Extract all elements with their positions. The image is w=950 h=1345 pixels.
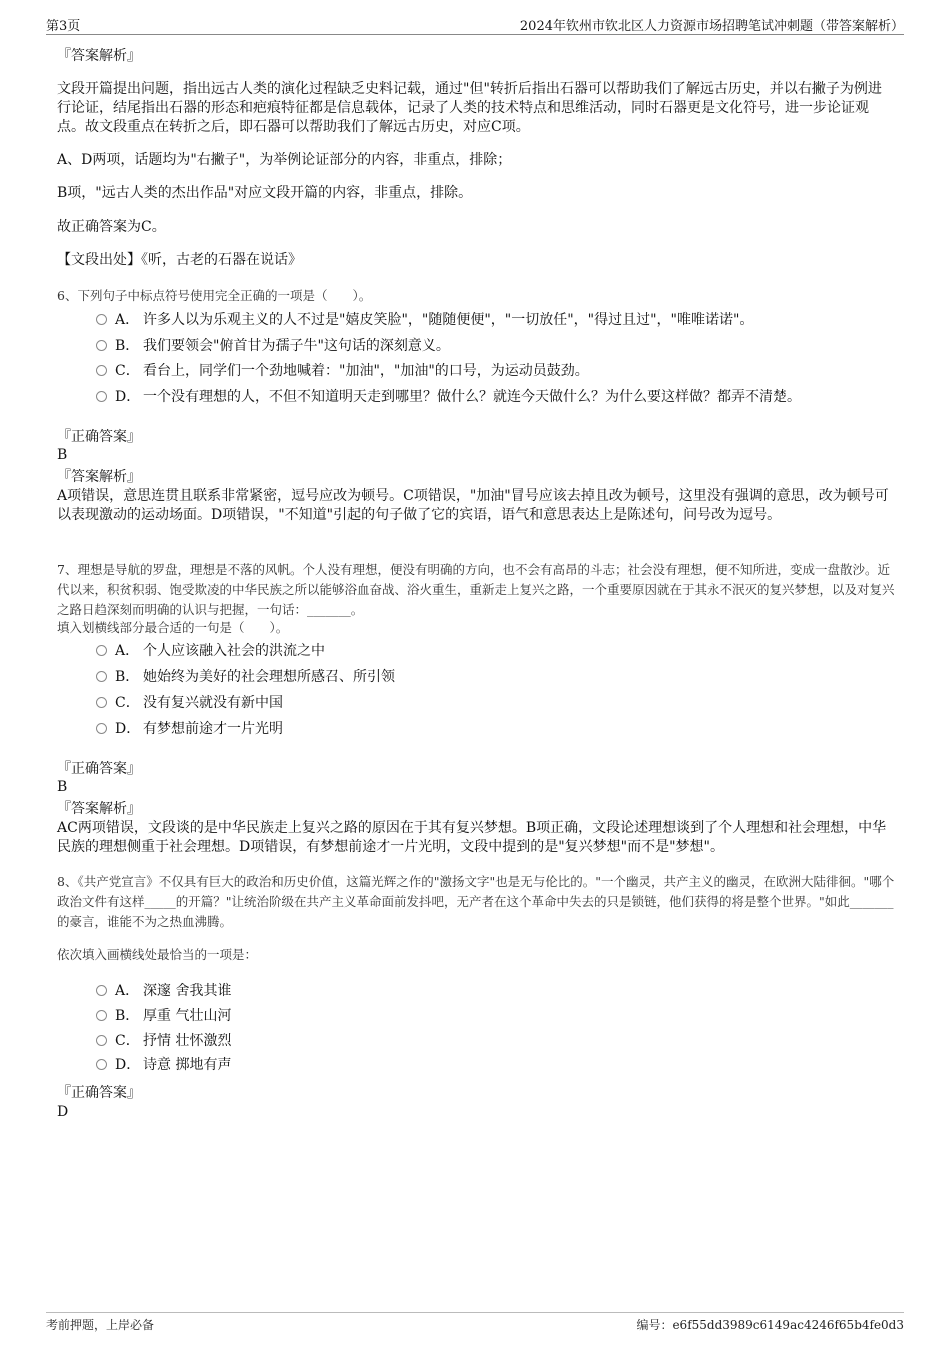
- q6-stem: 6、下列句子中标点符号使用完全正确的一项是（ ）。: [57, 288, 372, 303]
- q6-option-a[interactable]: A． 许多人以为乐观主义的人不过是"嬉皮笑脸"，"随随便便"，"一切放任"，"得过且过"，"唯唯诺诺"。: [96, 311, 753, 329]
- q7-correct-label: 『正确答案』: [57, 761, 141, 777]
- page-footer: [46, 1312, 904, 1337]
- q8-correct-answer: D: [57, 1104, 69, 1120]
- q5-source-line: 【文段出处】《听，古老的石器在说话》: [57, 252, 302, 268]
- q6-option-d[interactable]: D． 一个没有理想的人，不但不知道明天走到哪里？做什么？就连今天做什么？为什么要这样做？都弄不清楚。: [96, 388, 801, 406]
- q7-option-d[interactable]: D． 有梦想前途才一片光明: [96, 720, 283, 738]
- q7-option-b[interactable]: B． 她始终为美好的社会理想所感召、所引领: [96, 668, 395, 686]
- footer-slogan: 考前押题，上岸必备: [46, 1318, 155, 1332]
- q7-stem: 7、理想是导航的罗盘，理想是不落的风帆。个人没有理想，便没有明确的方向，也不会有高昂的斗志；社会没有理想，便不知所进，变成一盘散沙。近代以来，积贫积弱、饱受欺凌的中华民族之所以能够浴血奋战、浴火重生，重新走上复兴之路，一个重要原因就在于其永不泯灭的复兴梦想，以及对复兴之路日趋深刻而明确的认识与把握，一句话：_______。: [57, 562, 895, 617]
- radio-icon[interactable]: [96, 671, 107, 682]
- radio-icon[interactable]: [96, 985, 107, 996]
- page-number: 第3页: [46, 19, 81, 34]
- q8-sub: 依次填入画横线处最恰当的一项是：: [57, 947, 258, 962]
- q6-correct-label: 『正确答案』: [57, 429, 141, 445]
- q7-analysis: AC两项错误，文段谈的是中华民族走上复兴之路的原因在于其有复兴梦想。B项正确，文段论述理想谈到了个人理想和社会理想，中华民族的理想侧重于社会理想。D项错误，有梦想前途才一片光明，文段中提到的是"复兴梦想"而不是"梦想"。: [57, 820, 887, 855]
- q5-analysis-paragraph: 文段开篇提出问题，指出远古人类的演化过程缺乏史料记载，通过"但"转折后指出石器可以帮助我们了解远古历史，并以右撇子为例进行论证，结尾指出石器的形态和疤痕特征都是信息载体，记录了人类的技术特点和思维活动，同时石器更是文化符号，进一步论证观点。故文段重点在转折之后，即石器可以帮助我们了解远古历史，对应C项。: [57, 81, 882, 135]
- q6-analysis: A项错误，意思连贯且联系非常紧密，逗号应改为顿号。C项错误，"加油"冒号应该去掉且改为顿号，这里没有强调的意思，改为顿号可以表现激动的运动场面。D项错误，"不知道"引起的句子做了它的宾语，语气和意思表达上是陈述句，问号改为逗号。: [57, 488, 889, 523]
- document-id: 编号：e6f55dd3989c6149ac4246f65b4fe0d3: [636, 1318, 904, 1332]
- q6-option-b[interactable]: B． 我们要领会"俯首甘为孺子牛"这句话的深刻意义。: [96, 337, 450, 355]
- q8-correct-label: 『正确答案』: [57, 1085, 141, 1101]
- q5-analysis-label: 『答案解析』: [57, 48, 141, 64]
- radio-icon[interactable]: [96, 645, 107, 656]
- q8-option-a[interactable]: A． 深邃 舍我其谁: [96, 982, 231, 1000]
- page-header: [46, 12, 904, 35]
- q6-option-c[interactable]: C． 看台上，同学们一个劲地喊着："加油"，"加油"的口号，为运动员鼓劲。: [96, 362, 589, 380]
- document-title: 2024年钦州市钦北区人力资源市场招聘笔试冲刺题（带答案解析）: [519, 19, 904, 34]
- q5-b-line: B项，"远古人类的杰出作品"对应文段开篇的内容，非重点，排除。: [57, 185, 473, 201]
- radio-icon[interactable]: [96, 391, 107, 402]
- q6-analysis-label: 『答案解析』: [57, 469, 141, 485]
- q7-correct-answer: B: [57, 779, 68, 795]
- radio-icon[interactable]: [96, 697, 107, 708]
- radio-icon[interactable]: [96, 1010, 107, 1021]
- q8-option-c[interactable]: C． 抒情 壮怀激烈: [96, 1032, 231, 1050]
- q7-sub: 填入划横线部分最合适的一句是（ ）。: [57, 620, 289, 635]
- radio-icon[interactable]: [96, 1035, 107, 1046]
- radio-icon[interactable]: [96, 365, 107, 376]
- q8-option-d[interactable]: D． 诗意 掷地有声: [96, 1056, 231, 1074]
- radio-icon[interactable]: [96, 340, 107, 351]
- radio-icon[interactable]: [96, 314, 107, 325]
- q5-answer-line: 故正确答案为C。: [57, 219, 166, 235]
- q7-analysis-label: 『答案解析』: [57, 801, 141, 817]
- radio-icon[interactable]: [96, 723, 107, 734]
- q7-option-a[interactable]: A． 个人应该融入社会的洪流之中: [96, 642, 325, 660]
- q6-correct-answer: B: [57, 447, 68, 463]
- q7-option-c[interactable]: C． 没有复兴就没有新中国: [96, 694, 283, 712]
- radio-icon[interactable]: [96, 1059, 107, 1070]
- q5-ad-line: A、D两项，话题均为"右撇子"，为举例论证部分的内容，非重点，排除；: [57, 152, 512, 168]
- q8-option-b[interactable]: B． 厚重 气壮山河: [96, 1007, 231, 1025]
- q8-stem: 8、《共产党宣言》不仅具有巨大的政治和历史价值，这篇光辉之作的"激扬文字"也是无与伦比的。"一个幽灵，共产主义的幽灵，在欧洲大陆徘徊。"哪个政治文件有这样_____的开篇？"让统治阶级在共产主义革命面前发抖吧，无产者在这个革命中失去的只是锁链，他们获得的将是整个世界。"如此_______的豪言，谁能不为之热血沸腾。: [57, 874, 895, 929]
